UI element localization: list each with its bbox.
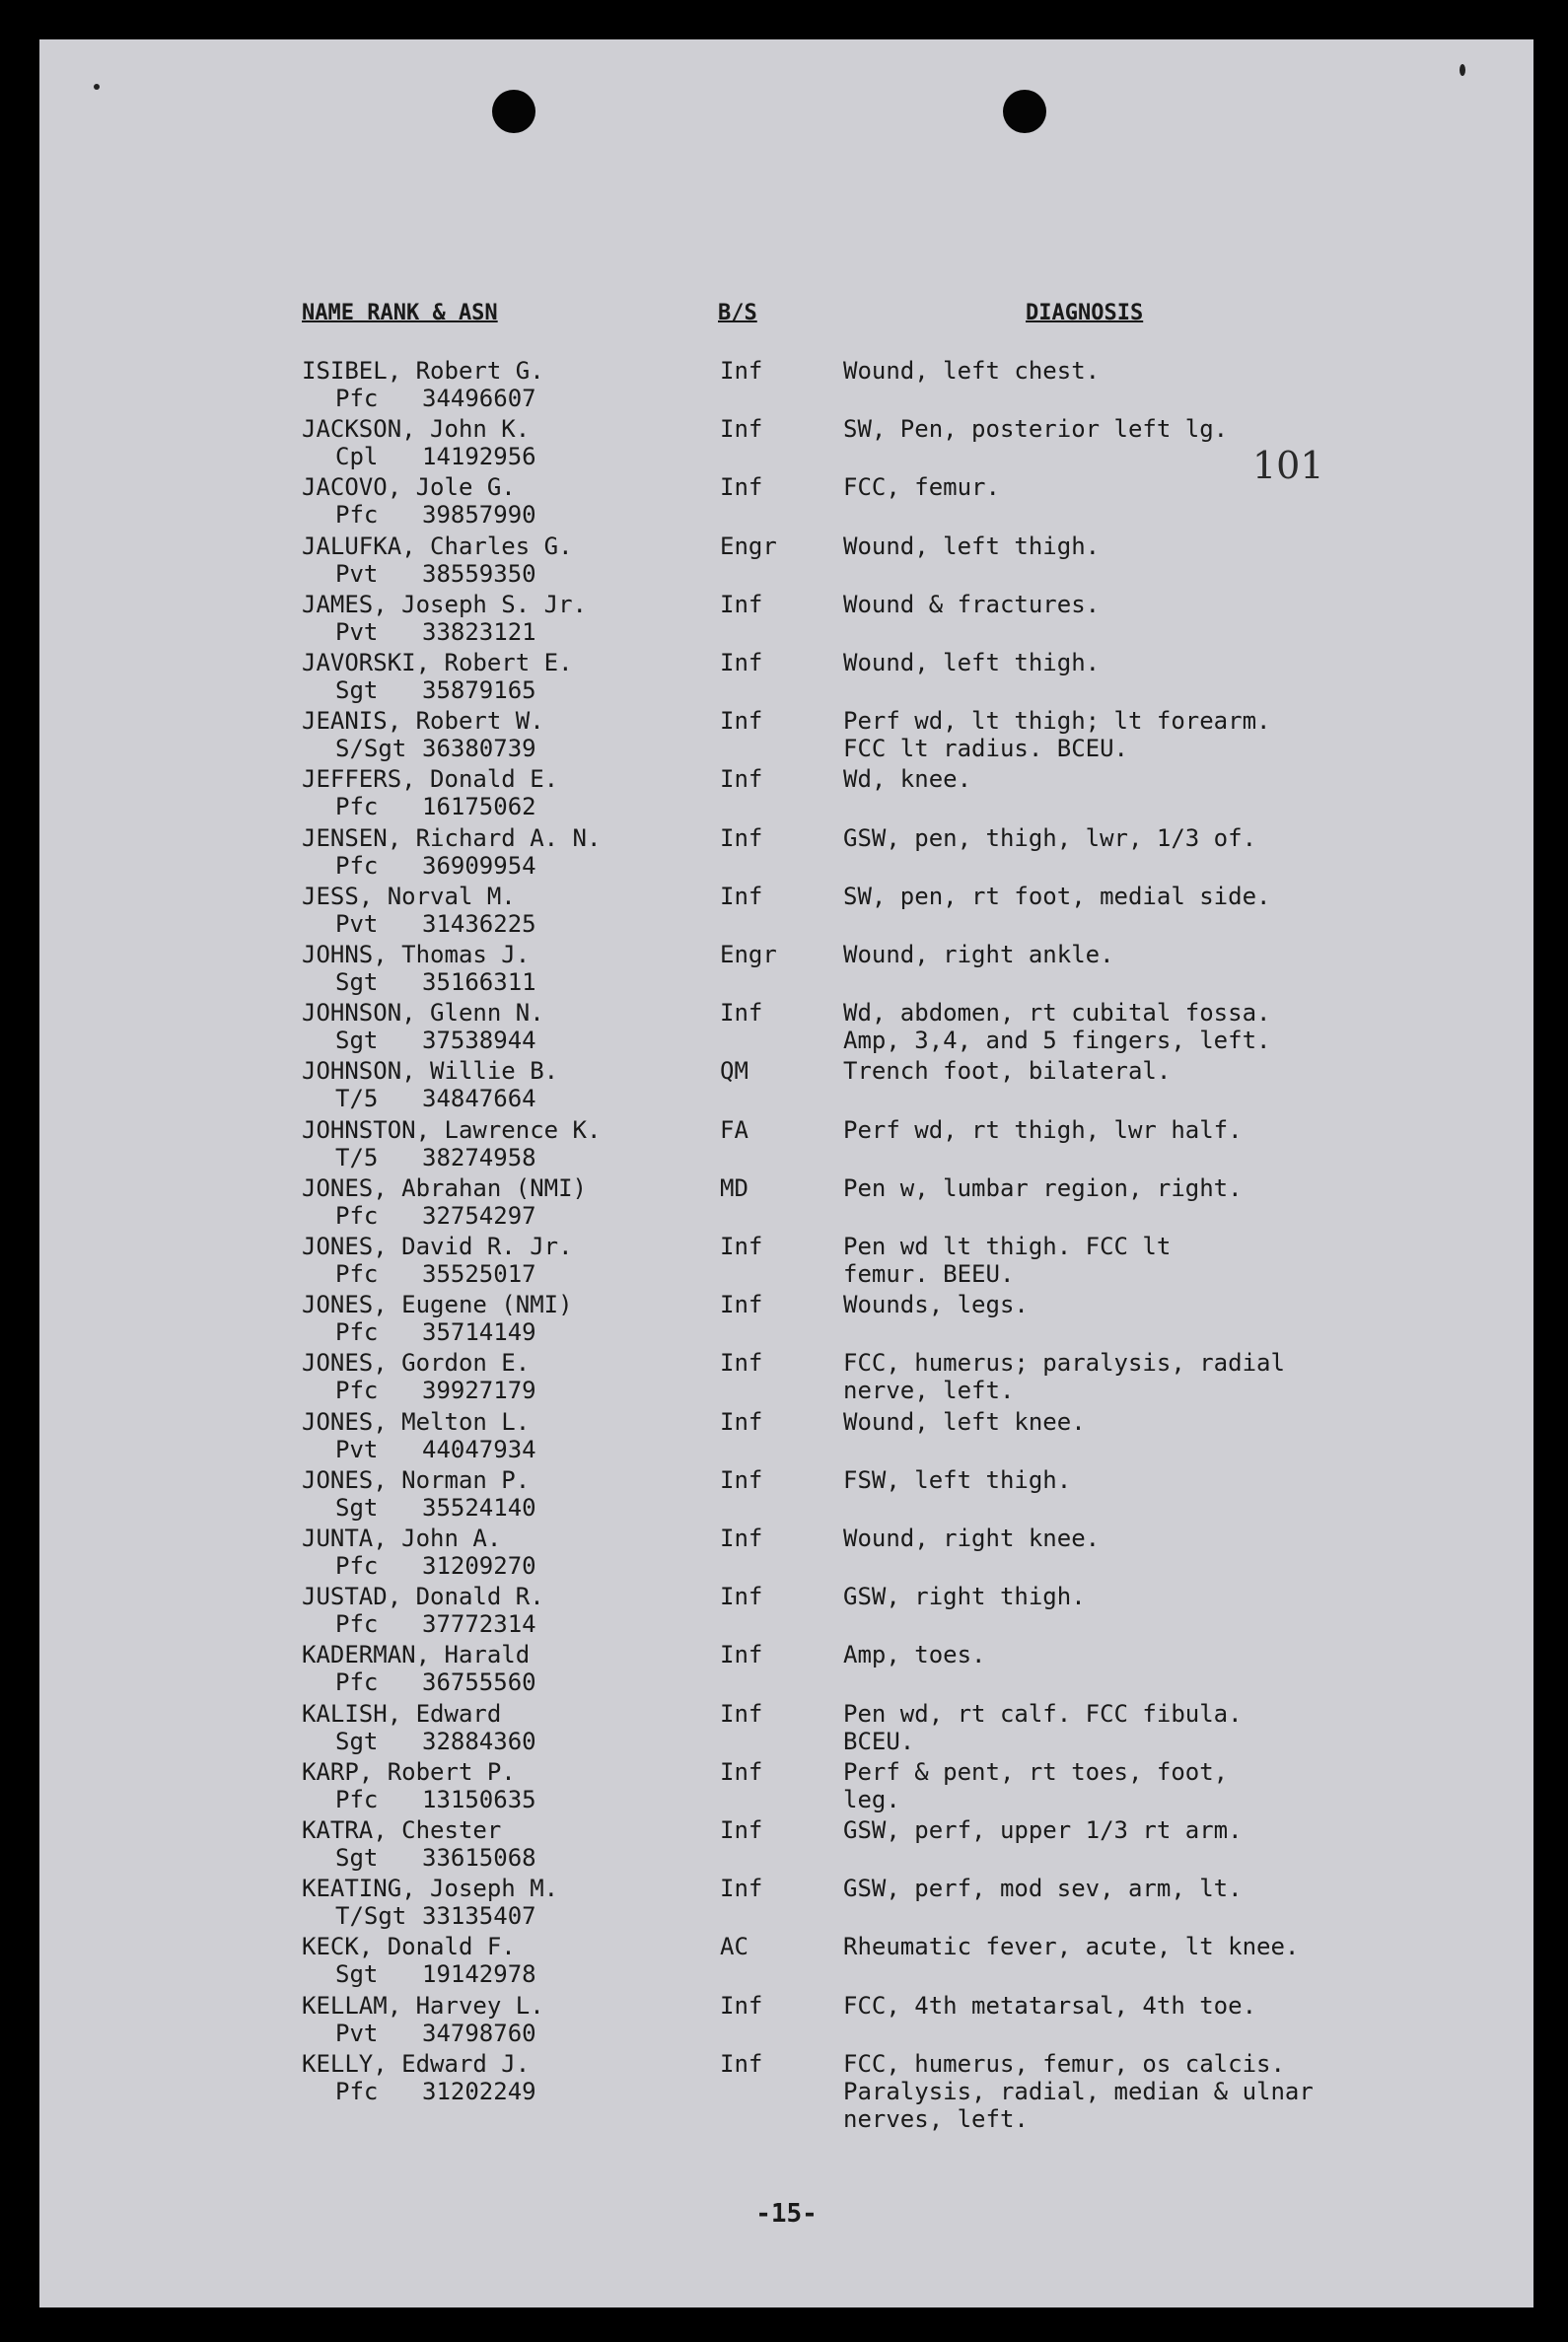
branch-of-service: Inf [720, 1641, 763, 1668]
patient-name: JAVORSKI, Robert E. [302, 649, 573, 676]
branch-of-service: Inf [720, 1291, 763, 1318]
patient-rank: Sgt [335, 1494, 379, 1522]
patient-name: JONES, Abrahan (NMI) [302, 1174, 587, 1202]
patient-name: JONES, Melton L. [302, 1408, 531, 1436]
diagnosis: GSW, right thigh. [843, 1583, 1086, 1610]
diagnosis: FCC, humerus; paralysis, radial nerve, left. [843, 1349, 1285, 1404]
patient-name: ISIBEL, Robert G. [302, 357, 544, 385]
diagnosis: Wounds, legs. [843, 1291, 1029, 1318]
branch-of-service: QM [720, 1057, 748, 1085]
patient-rank: Pvt [335, 618, 379, 646]
patient-name: KECK, Donald F. [302, 1933, 516, 1960]
patient-rank: T/5 [335, 1144, 379, 1171]
diagnosis: GSW, pen, thigh, lwr, 1/3 of. [843, 824, 1257, 852]
header-branch-of-service: B/S [718, 301, 757, 325]
patient-asn: 39857990 [422, 501, 536, 529]
patient-name: JONES, Norman P. [302, 1466, 531, 1494]
branch-of-service: Inf [720, 765, 763, 793]
patient-asn: 33615068 [422, 1844, 536, 1872]
branch-of-service: Engr [720, 941, 777, 968]
patient-asn: 44047934 [422, 1436, 536, 1463]
patient-asn: 36380739 [422, 735, 536, 762]
speck-mark [1460, 64, 1465, 76]
diagnosis: Amp, toes. [843, 1641, 986, 1668]
patient-rank: Pfc [335, 2078, 379, 2105]
patient-name: JONES, Eugene (NMI) [302, 1291, 573, 1318]
header-name-rank-asn: NAME RANK & ASN [302, 301, 498, 325]
branch-of-service: Inf [720, 1525, 763, 1552]
diagnosis: Rheumatic fever, acute, lt knee. [843, 1933, 1300, 1960]
branch-of-service: AC [720, 1933, 748, 1960]
patient-rank: S/Sgt [335, 735, 407, 762]
patient-name: JACOVO, Jole G. [302, 473, 516, 501]
patient-rank: Sgt [335, 1027, 379, 1054]
document-page [39, 39, 1533, 2307]
patient-name: JOHNS, Thomas J. [302, 941, 531, 968]
patient-asn: 13150635 [422, 1786, 536, 1813]
patient-asn: 35525017 [422, 1260, 536, 1288]
branch-of-service: Inf [720, 1700, 763, 1728]
diagnosis: FCC, humerus, femur, os calcis. Paralysis, radial, median & ulnar nerves, left. [843, 2050, 1314, 2133]
page-number: -15- [755, 2199, 818, 2229]
branch-of-service: Inf [720, 1875, 763, 1902]
patient-rank: Pfc [335, 1377, 379, 1404]
patient-rank: Pfc [335, 1260, 379, 1288]
branch-of-service: Inf [720, 2050, 763, 2078]
patient-name: JONES, David R. Jr. [302, 1233, 573, 1260]
branch-of-service: Inf [720, 999, 763, 1027]
patient-rank: Sgt [335, 676, 379, 704]
patient-rank: Pfc [335, 1668, 379, 1696]
patient-asn: 32884360 [422, 1728, 536, 1755]
patient-name: JONES, Gordon E. [302, 1349, 531, 1377]
patient-name: JACKSON, John K. [302, 415, 531, 443]
patient-asn: 34496607 [422, 385, 536, 412]
branch-of-service: Inf [720, 1349, 763, 1377]
patient-rank: Pvt [335, 2020, 379, 2047]
header-diagnosis: DIAGNOSIS [1026, 301, 1144, 325]
patient-asn: 38559350 [422, 560, 536, 588]
diagnosis: Wound, right ankle. [843, 941, 1114, 968]
diagnosis: GSW, perf, mod sev, arm, lt. [843, 1875, 1243, 1902]
diagnosis: Trench foot, bilateral. [843, 1057, 1172, 1085]
branch-of-service: Inf [720, 415, 763, 443]
patient-asn: 37538944 [422, 1027, 536, 1054]
patient-name: KADERMAN, Harald [302, 1641, 531, 1668]
patient-asn: 33135407 [422, 1902, 536, 1930]
diagnosis: FCC, 4th metatarsal, 4th toe. [843, 1992, 1257, 2020]
diagnosis: Wound, left chest. [843, 357, 1101, 385]
patient-asn: 36909954 [422, 852, 536, 880]
column-headers [39, 301, 1533, 340]
patient-name: JOHNSON, Willie B. [302, 1057, 559, 1085]
patient-rank: Pfc [335, 501, 379, 529]
patient-asn: 36755560 [422, 1668, 536, 1696]
diagnosis: Pen wd lt thigh. FCC lt femur. BEEU. [843, 1233, 1172, 1288]
patient-asn: 16175062 [422, 793, 536, 820]
patient-rank: Cpl [335, 443, 379, 470]
handwritten-page-mark: 101 [1252, 444, 1324, 487]
patient-name: JUNTA, John A. [302, 1525, 502, 1552]
diagnosis: SW, Pen, posterior left lg. [843, 415, 1229, 443]
patient-asn: 31202249 [422, 2078, 536, 2105]
patient-asn: 34847664 [422, 1085, 536, 1112]
patient-asn: 35714149 [422, 1318, 536, 1346]
branch-of-service: Inf [720, 1583, 763, 1610]
patient-rank: Pfc [335, 385, 379, 412]
patient-asn: 33823121 [422, 618, 536, 646]
diagnosis: Perf wd, lt thigh; lt forearm. FCC lt radius. BCEU. [843, 707, 1271, 762]
branch-of-service: Inf [720, 883, 763, 910]
branch-of-service: Inf [720, 1466, 763, 1494]
patient-name: KELLAM, Harvey L. [302, 1992, 544, 2020]
branch-of-service: Inf [720, 1233, 763, 1260]
diagnosis: FSW, left thigh. [843, 1466, 1072, 1494]
diagnosis: Pen w, lumbar region, right. [843, 1174, 1243, 1202]
patient-rank: Pfc [335, 1610, 379, 1638]
branch-of-service: Inf [720, 1408, 763, 1436]
patient-rank: Pfc [335, 1786, 379, 1813]
patient-asn: 35524140 [422, 1494, 536, 1522]
branch-of-service: Inf [720, 591, 763, 618]
diagnosis: Wound, left thigh. [843, 532, 1101, 560]
diagnosis: Wd, abdomen, rt cubital fossa. Amp, 3,4, and 5 fingers, left. [843, 999, 1271, 1054]
patient-rank: T/5 [335, 1085, 379, 1112]
diagnosis: Wd, knee. [843, 765, 972, 793]
patient-asn: 34798760 [422, 2020, 536, 2047]
branch-of-service: Inf [720, 1816, 763, 1844]
patient-asn: 31436225 [422, 910, 536, 938]
patient-asn: 39927179 [422, 1377, 536, 1404]
patient-rank: T/Sgt [335, 1902, 407, 1930]
patient-name: JEANIS, Robert W. [302, 707, 544, 735]
branch-of-service: Inf [720, 1992, 763, 2020]
patient-asn: 19142978 [422, 1960, 536, 1988]
patient-asn: 14192956 [422, 443, 536, 470]
diagnosis: Perf & pent, rt toes, foot, leg. [843, 1758, 1229, 1813]
diagnosis: Wound & fractures. [843, 591, 1101, 618]
patient-rank: Pfc [335, 1552, 379, 1580]
branch-of-service: MD [720, 1174, 748, 1202]
patient-name: JUSTAD, Donald R. [302, 1583, 544, 1610]
branch-of-service: Inf [720, 649, 763, 676]
patient-name: JALUFKA, Charles G. [302, 532, 573, 560]
diagnosis: Wound, left thigh. [843, 649, 1101, 676]
diagnosis: FCC, femur. [843, 473, 1000, 501]
patient-rank: Sgt [335, 968, 379, 996]
patient-name: JOHNSTON, Lawrence K. [302, 1116, 602, 1144]
patient-rank: Pvt [335, 910, 379, 938]
branch-of-service: Inf [720, 473, 763, 501]
speck-mark [94, 84, 100, 90]
diagnosis: Wound, right knee. [843, 1525, 1101, 1552]
branch-of-service: Engr [720, 532, 777, 560]
branch-of-service: Inf [720, 707, 763, 735]
patient-rank: Pvt [335, 560, 379, 588]
diagnosis: Wound, left knee. [843, 1408, 1086, 1436]
patient-rank: Pfc [335, 793, 379, 820]
patient-name: JEFFERS, Donald E. [302, 765, 559, 793]
patient-name: JENSEN, Richard A. N. [302, 824, 602, 852]
patient-name: JOHNSON, Glenn N. [302, 999, 544, 1027]
patient-asn: 35879165 [422, 676, 536, 704]
punch-hole-left [492, 90, 535, 133]
patient-name: KARP, Robert P. [302, 1758, 516, 1786]
patient-rank: Pfc [335, 1202, 379, 1230]
patient-name: KALISH, Edward [302, 1700, 502, 1728]
patient-rank: Sgt [335, 1844, 379, 1872]
branch-of-service: Inf [720, 357, 763, 385]
patient-asn: 35166311 [422, 968, 536, 996]
punch-hole-right [1003, 90, 1046, 133]
patient-name: JAMES, Joseph S. Jr. [302, 591, 587, 618]
patient-asn: 38274958 [422, 1144, 536, 1171]
patient-rank: Sgt [335, 1728, 379, 1755]
patient-rank: Pfc [335, 1318, 379, 1346]
branch-of-service: Inf [720, 1758, 763, 1786]
diagnosis: SW, pen, rt foot, medial side. [843, 883, 1271, 910]
patient-asn: 31209270 [422, 1552, 536, 1580]
diagnosis: GSW, perf, upper 1/3 rt arm. [843, 1816, 1243, 1844]
patient-name: KELLY, Edward J. [302, 2050, 531, 2078]
patient-name: KEATING, Joseph M. [302, 1875, 559, 1902]
branch-of-service: Inf [720, 824, 763, 852]
patient-rank: Sgt [335, 1960, 379, 1988]
patient-name: JESS, Norval M. [302, 883, 516, 910]
patient-asn: 37772314 [422, 1610, 536, 1638]
diagnosis: Perf wd, rt thigh, lwr half. [843, 1116, 1243, 1144]
patient-rank: Pfc [335, 852, 379, 880]
patient-asn: 32754297 [422, 1202, 536, 1230]
patient-name: KATRA, Chester [302, 1816, 502, 1844]
diagnosis: Pen wd, rt calf. FCC fibula. BCEU. [843, 1700, 1243, 1755]
patient-rank: Pvt [335, 1436, 379, 1463]
branch-of-service: FA [720, 1116, 748, 1144]
